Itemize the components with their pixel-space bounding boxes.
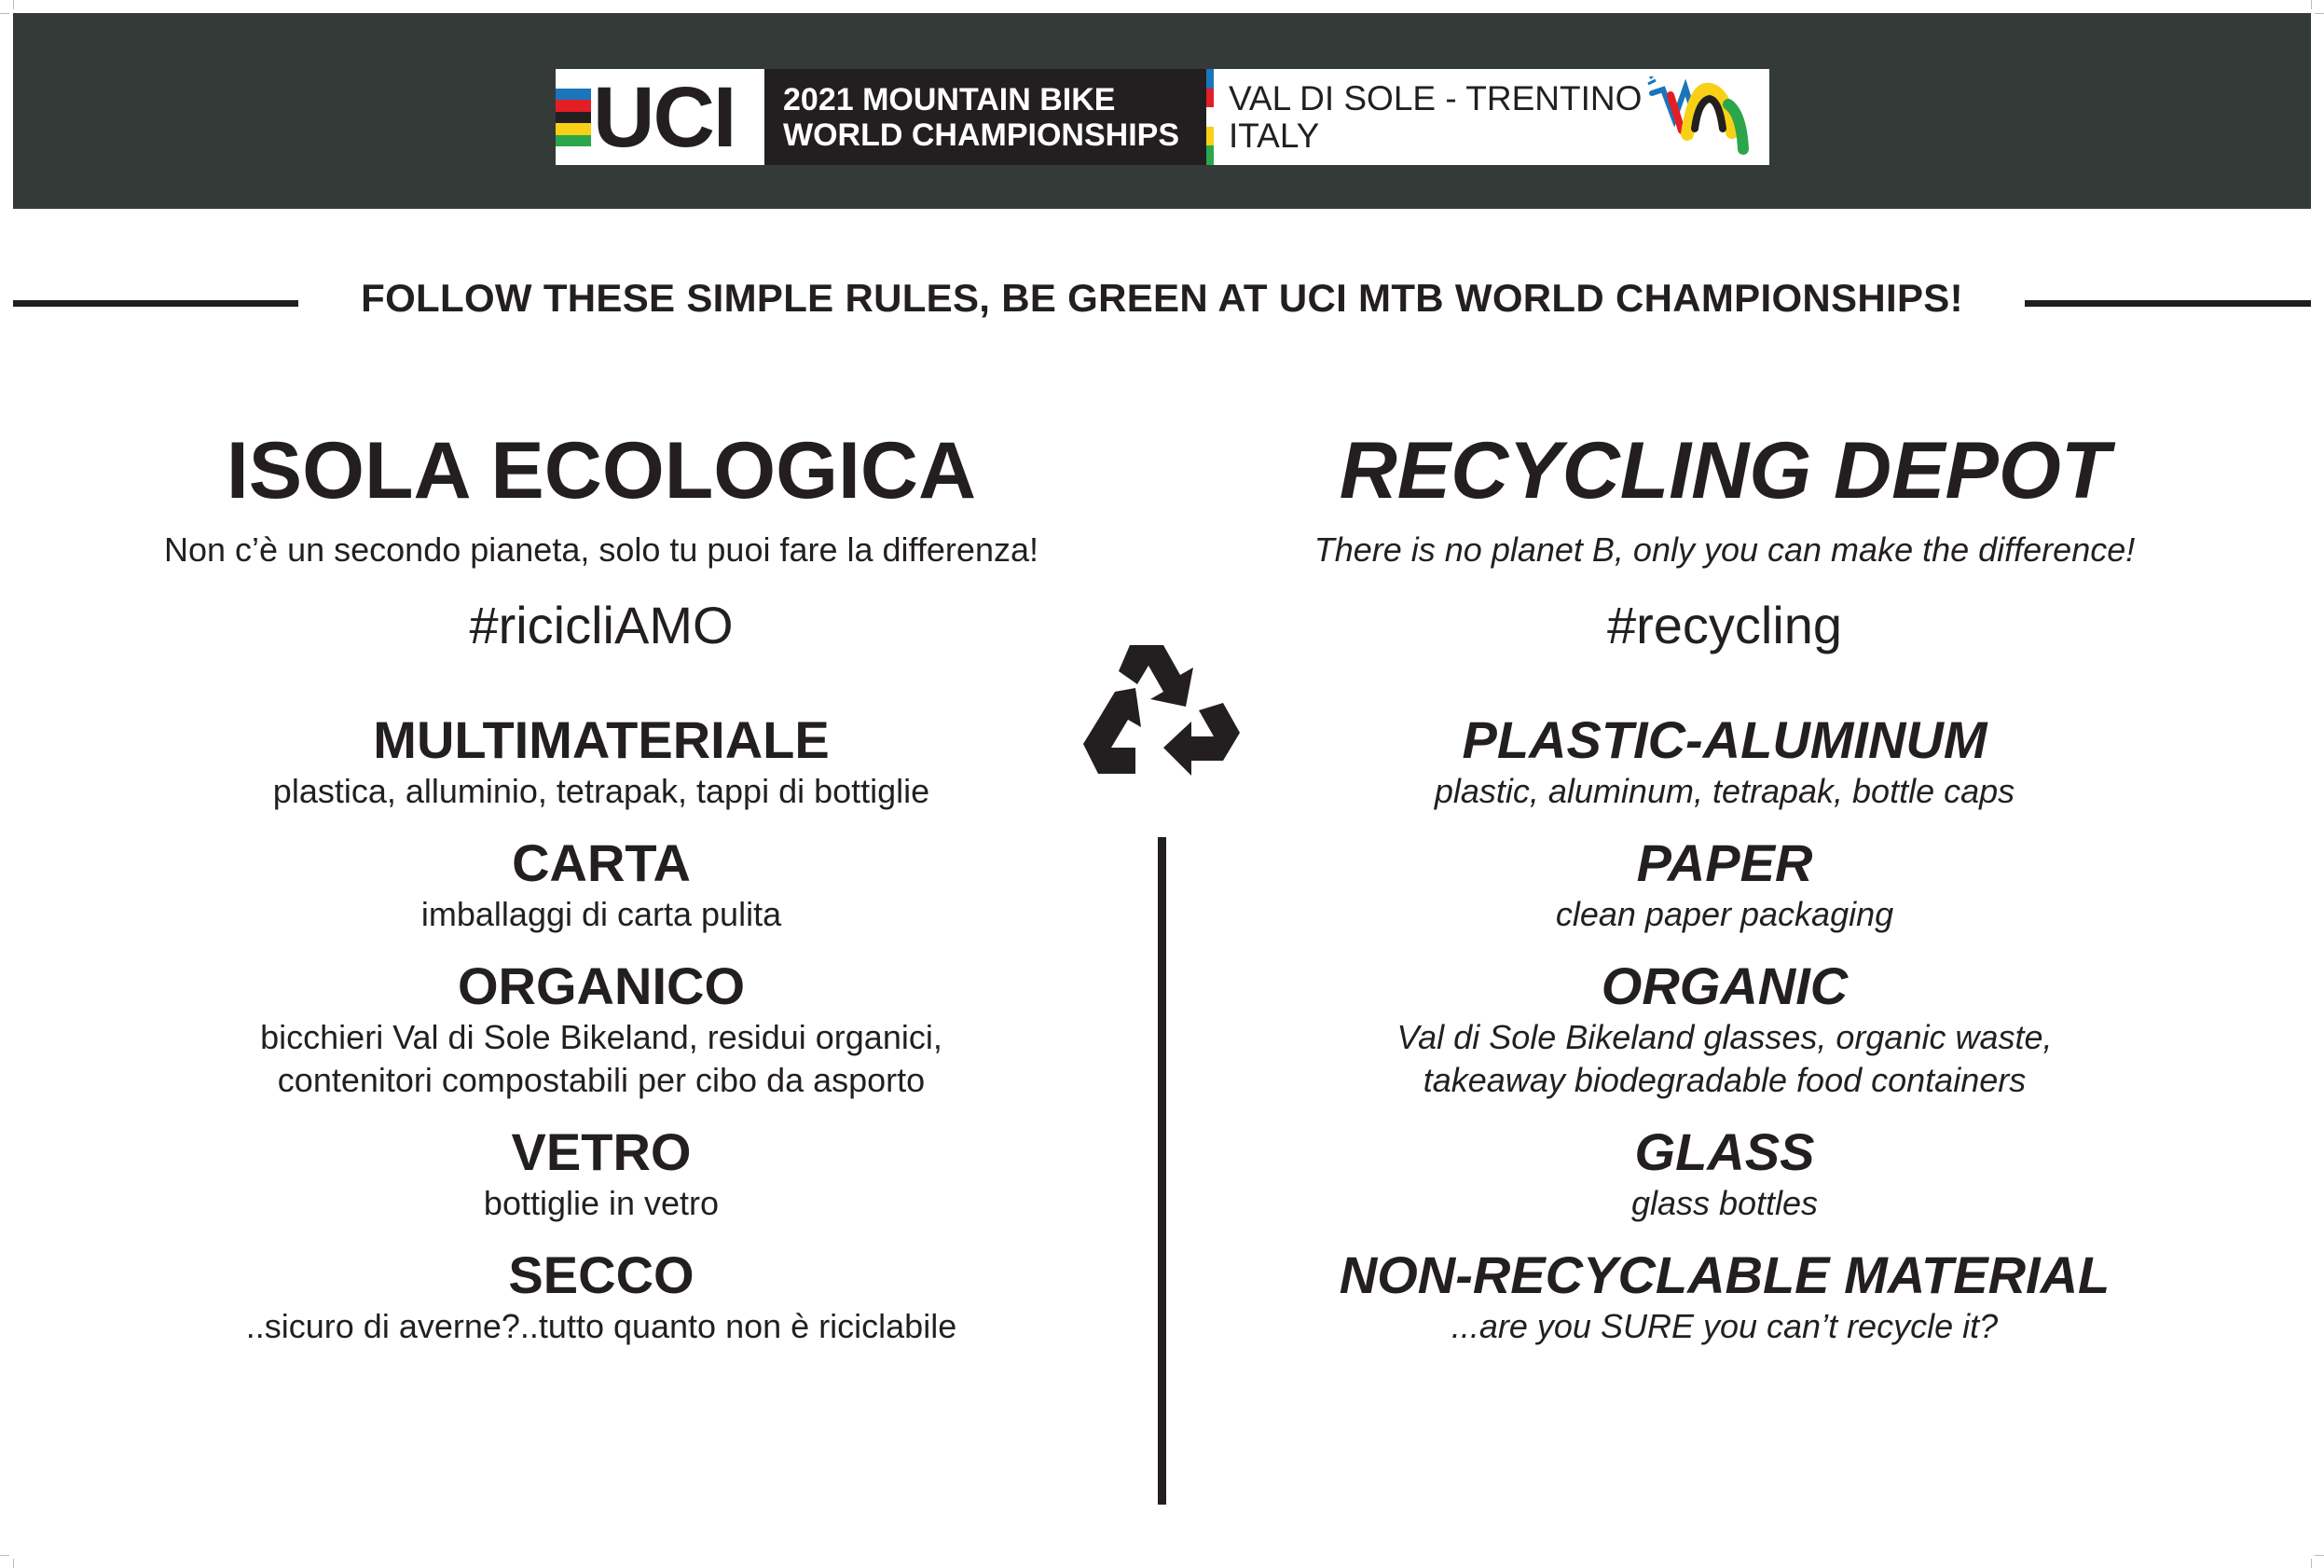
column-divider xyxy=(1158,837,1166,1505)
event-line-1: 2021 MOUNTAIN BIKE xyxy=(783,81,1116,117)
item-desc: clean paper packaging xyxy=(1555,895,1894,933)
event-banner xyxy=(556,69,1769,165)
italian-column xyxy=(79,420,1123,1348)
item-desc: Val di Sole Bikeland glasses, organic waste, xyxy=(1396,1018,2053,1056)
tagline: FOLLOW THESE SIMPLE RULES, BE GREEN AT UCI MTB WORLD CHAMPIONSHIPS! xyxy=(361,276,1963,320)
item-desc: glass bottles xyxy=(1630,1184,1819,1222)
list-item xyxy=(79,1245,1123,1348)
event-title xyxy=(764,69,1206,165)
crop-mark xyxy=(13,0,14,9)
location-line-1: VAL DI SOLE - TRENTINO xyxy=(1229,78,1643,117)
rainbow-divider xyxy=(1206,69,1214,165)
italian-subtitle: Non c’è un secondo pianeta, solo tu puoi fare la differenza! xyxy=(164,530,1038,569)
crop-mark xyxy=(0,13,9,14)
uci-logo xyxy=(556,69,764,165)
item-title: ORGANICO xyxy=(458,956,745,1015)
list-item xyxy=(79,710,1123,813)
item-desc: plastica, alluminio, tetrapak, tappi di bottiglie xyxy=(272,772,930,810)
item-title: GLASS xyxy=(1634,1122,1815,1181)
item-title: CARTA xyxy=(512,833,691,892)
list-item xyxy=(79,833,1123,936)
rainbow-stripes xyxy=(556,89,591,146)
crop-mark xyxy=(2315,13,2324,14)
crop-mark xyxy=(13,1559,14,1568)
english-hashtag: #recycling xyxy=(1606,596,1843,654)
item-title: NON-RECYCLABLE MATERIAL xyxy=(1339,1245,2111,1304)
item-title: PAPER xyxy=(1636,833,1813,892)
item-desc: bicchieri Val di Sole Bikeland, residui organici, xyxy=(260,1018,942,1056)
item-desc: ...are you SURE you can’t recycle it? xyxy=(1451,1307,1999,1345)
list-item xyxy=(1203,956,2247,1102)
item-desc: bottiglie in vetro xyxy=(483,1184,720,1222)
english-column xyxy=(1203,420,2247,1348)
item-desc: contenitori compostabili per cibo da asporto xyxy=(277,1061,926,1099)
val-di-sole-logo-icon xyxy=(1643,76,1754,158)
uci-logo-text: UCI xyxy=(593,70,736,165)
item-title: PLASTIC-ALUMINUM xyxy=(1462,710,1987,769)
item-desc: ..sicuro di averne?..tutto quanto non è riciclabile xyxy=(245,1307,957,1345)
crop-mark xyxy=(2311,0,2312,9)
item-title: ORGANIC xyxy=(1601,956,1849,1015)
item-desc: takeaway biodegradable food containers xyxy=(1423,1061,2027,1099)
item-title: SECCO xyxy=(508,1245,694,1304)
item-title: VETRO xyxy=(511,1122,692,1181)
event-line-2: WORLD CHAMPIONSHIPS xyxy=(783,117,1179,153)
english-subtitle: There is no planet B, only you can make the difference! xyxy=(1313,530,2136,569)
list-item xyxy=(79,956,1123,1102)
list-item xyxy=(1203,833,2247,936)
item-title: MULTIMATERIALE xyxy=(373,710,830,769)
crop-mark xyxy=(2315,1555,2324,1556)
item-desc: plastic, aluminum, tetrapak, bottle caps xyxy=(1434,772,2015,810)
item-desc: imballaggi di carta pulita xyxy=(420,895,782,933)
location-line-2: ITALY xyxy=(1229,116,1320,155)
english-title: RECYCLING DEPOT xyxy=(1339,426,2111,516)
list-item xyxy=(1203,1245,2247,1348)
list-item xyxy=(79,1122,1123,1225)
list-item xyxy=(1203,710,2247,813)
italian-hashtag: #ricicliAMO xyxy=(469,596,734,654)
crop-mark xyxy=(2311,1559,2312,1568)
italian-title: ISOLA ECOLOGICA xyxy=(226,426,977,516)
crop-mark xyxy=(0,1555,9,1556)
list-item xyxy=(1203,1122,2247,1225)
